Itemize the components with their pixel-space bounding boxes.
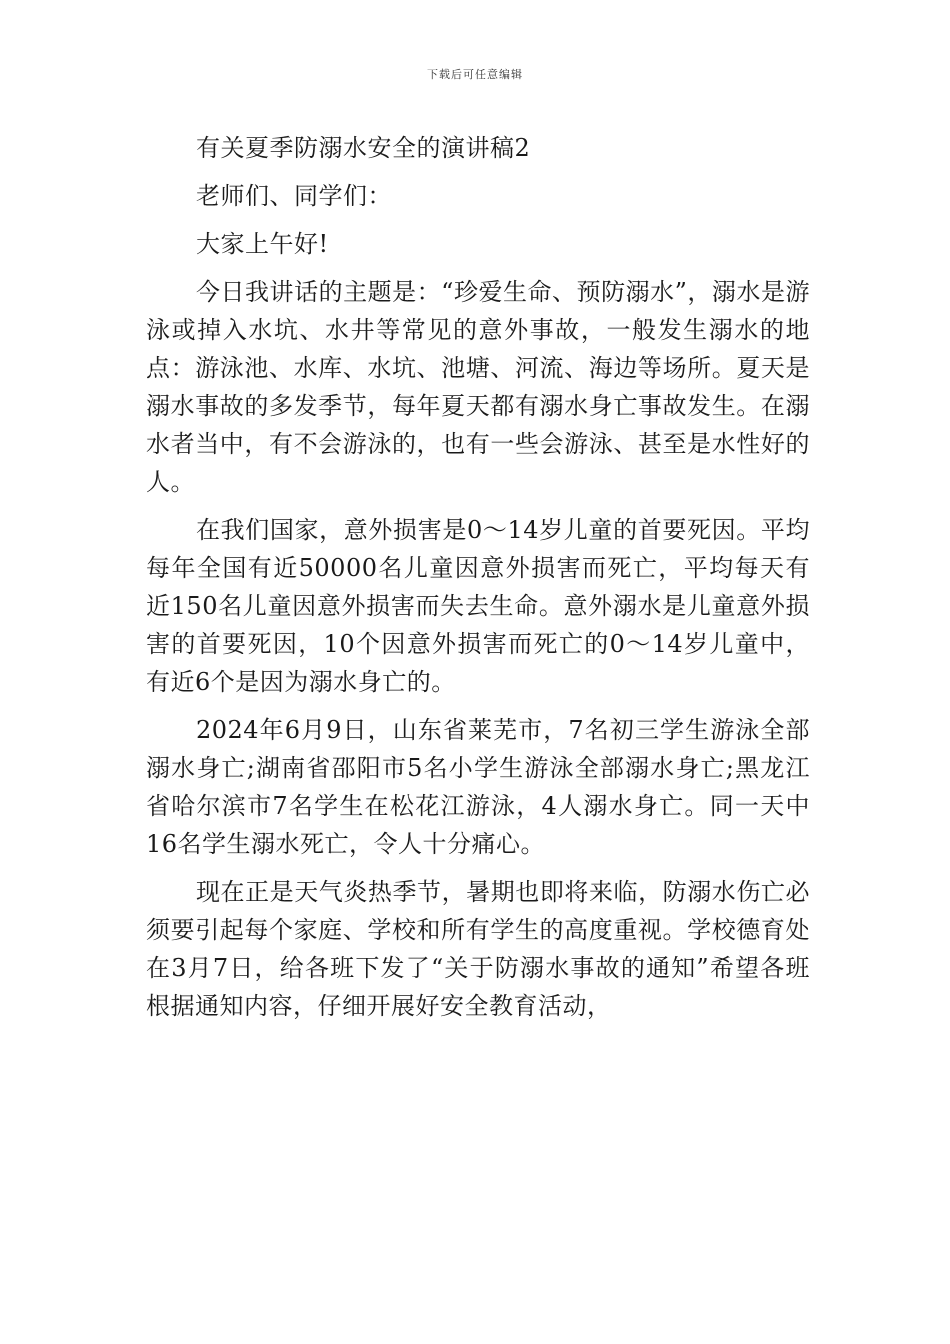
- greeting: 大家上午好!: [196, 230, 329, 258]
- salutation: 老师们、同学们：: [196, 182, 392, 210]
- paragraph: 2024年6月9日，山东省莱芜市，7名初三学生游泳全部溺水身亡;湖南省邵阳市5名小学生游泳全部溺水身亡;黑龙江省哈尔滨市7名学生在松花江游泳，4人溺水身亡。同一天中16名学生溺水死亡，令人十分痛心。: [146, 716, 810, 858]
- paragraph: 在我们国家，意外损害是0～14岁儿童的首要死因。平均每年全国有近50000名儿童因意外损害而死亡，平均每天有近150名儿童因意外损害而失去生命。意外溺水是儿童意外损害的首要死因，10个因意外损害而死亡的0～14岁儿童中，有近6个是因为溺水身亡的。: [146, 516, 810, 696]
- document-body: [146, 129, 810, 1035]
- header-note: 下载后可任意编辑: [427, 68, 523, 81]
- document-title: 有关夏季防溺水安全的演讲稿2: [196, 134, 531, 162]
- paragraph: 现在正是天气炎热季节，暑期也即将来临，防溺水伤亡必须要引起每个家庭、学校和所有学生的高度重视。学校德育处在3月7日，给各班下发了“关于防溺水事故的通知”希望各班根据通知内容，仔细开展好安全教育活动，: [146, 878, 810, 1020]
- paragraph: 今日我讲话的主题是：“珍爱生命、预防溺水”，溺水是游泳或掉入水坑、水井等常见的意外事故，一般发生溺水的地点：游泳池、水库、水坑、池塘、河流、海边等场所。夏天是溺水事故的多发季节，每年夏天都有溺水身亡事故发生。在溺水者当中，有不会游泳的，也有一些会游泳、甚至是水性好的人。: [146, 278, 810, 496]
